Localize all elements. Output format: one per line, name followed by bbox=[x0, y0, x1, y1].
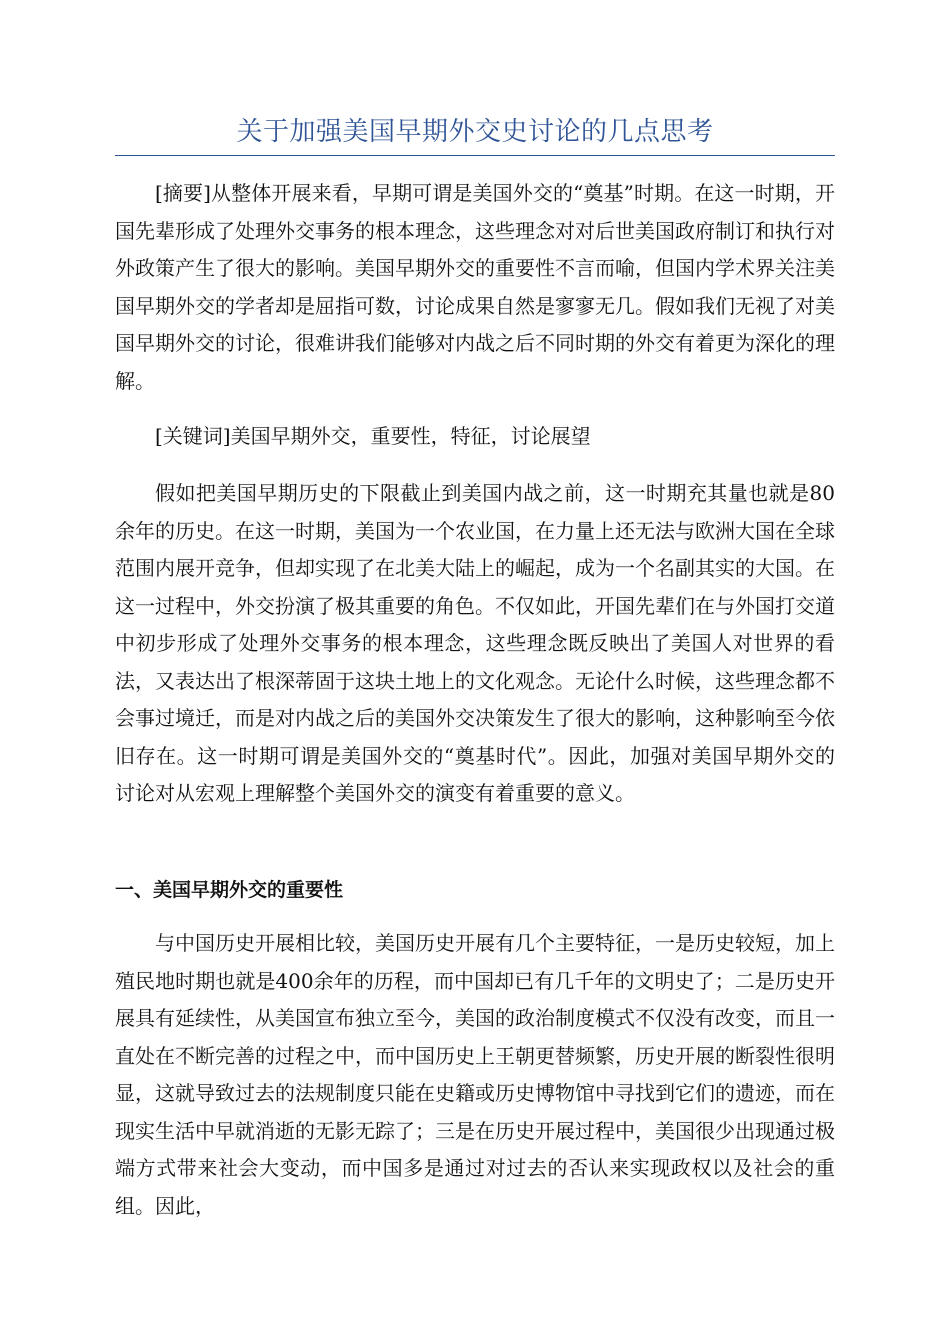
title-underline bbox=[115, 155, 835, 156]
section-heading: 一、美国早期外交的重要性 bbox=[115, 879, 344, 901]
section-paragraph: 与中国历史开展相比较，美国历史开展有几个主要特征，一是历史较短，加上殖民地时期也就是400余年的历程，而中国却已有几千年的文明史了；二是历史开展具有延续性，从美国宣布独立至今，美国的政治制度模式不仅没有改变，而且一直处在不断完善的过程之中，而中国历史上王朝更替频繁，历史开展的断裂性很明显，这就导致过去的法规制度只能在史籍或历史博物馆中寻找到它们的遗迹，而在现实生活中早就消逝的无影无踪了；三是在历史开展过程中，美国很少出现通过极端方式带来社会大变动，而中国多是通过对过去的否认来实现政权以及社会的重组。因此， bbox=[115, 931, 835, 1218]
document-title: 关于加强美国早期外交史讨论的几点思考 bbox=[236, 117, 714, 147]
abstract-paragraph: [摘要]从整体开展来看，早期可谓是美国外交的“奠基”时期。在这一时期，开国先辈形成了处理外交事务的根本理念，这些理念对对后世美国政府制订和执行对外政策产生了很大的影响。美国早期外交的重要性不言而喻，但国内学术界关注美国早期外交的学者却是屈指可数，讨论成果自然是寥寥无几。假如我们无视了对美国早期外交的讨论，很难讲我们能够对内战之后不同时期的外交有着更为深化的理解。 bbox=[115, 181, 835, 393]
keywords-paragraph: [关键词]美国早期外交，重要性，特征，讨论展望 bbox=[155, 424, 591, 448]
intro-paragraph: 假如把美国早期历史的下限截止到美国内战之前，这一时期充其量也就是80余年的历史。在这一时期，美国为一个农业国，在力量上还无法与欧洲大国在全球范围内展开竞争，但却实现了在北美大陆上的崛起，成为一个名副其实的大国。在这一过程中，外交扮演了极其重要的角色。不仅如此，开国先辈们在与外国打交道中初步形成了处理外交事务的根本理念，这些理念既反映出了美国人对世界的看法，又表达出了根深蒂固于这块土地上的文化观念。无论什么时候，这些理念都不会事过境迁，而是对内战之后的美国外交决策发生了很大的影响，这种影响至今依旧存在。这一时期可谓是美国外交的“奠基时代”。因此，加强对美国早期外交的讨论对从宏观上理解整个美国外交的演变有着重要的意义。 bbox=[115, 481, 835, 805]
